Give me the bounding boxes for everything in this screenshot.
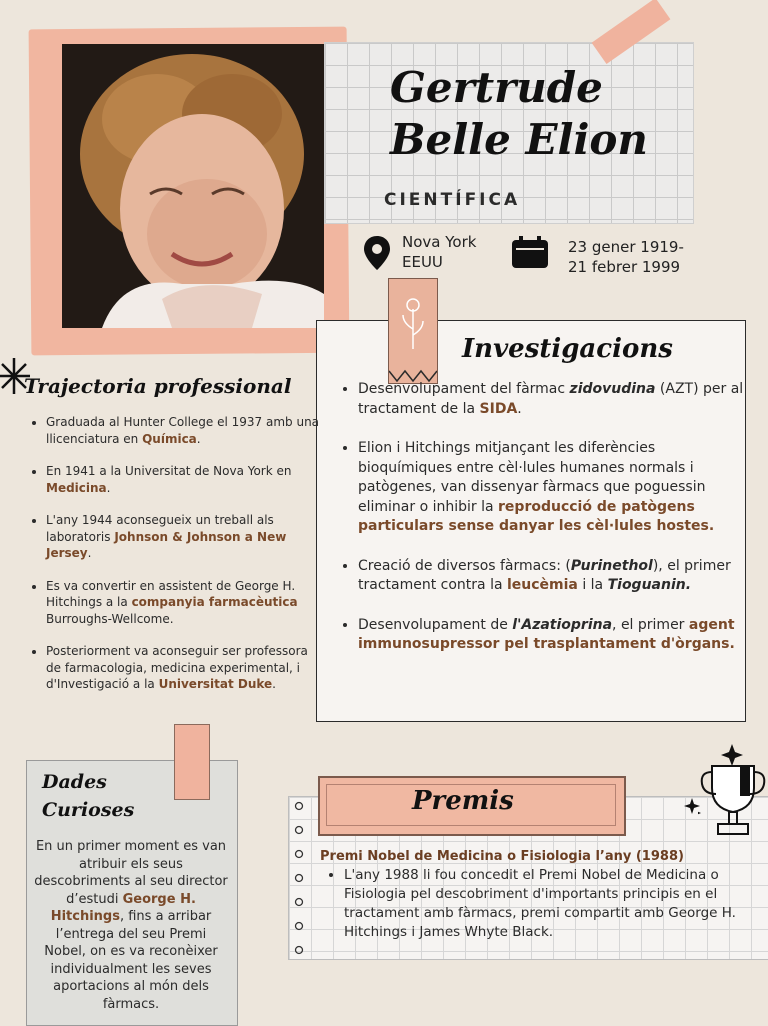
location-text: [402, 232, 476, 272]
location-pin-icon: [364, 236, 390, 274]
list-item: • L'any 1988 li fou concedit el Premi Nobel de Medicina o Fisiologia pel descobriment d'importants principis en el tractament amb fàrmacs, premi compartit amb George H. Hitchings i James Whyte Black.: [344, 866, 768, 942]
name-line2: Belle Elion: [390, 115, 648, 164]
trajectoria-list: [30, 414, 326, 709]
location-line2: EEUU: [402, 253, 443, 271]
dates-line2: 21 febrer 1999: [568, 258, 681, 276]
list-item: • Desenvolupament del fàrmac zidovudina (AZT) per al tractament de la SIDA.: [358, 380, 748, 419]
trajectoria-title: Trajectoria professional: [24, 374, 292, 398]
trophy-icon: [698, 744, 768, 848]
investigacions-title: Investigacions: [462, 334, 673, 364]
role-label: CIENTÍFICA: [384, 190, 521, 210]
list-item: • Graduada al Hunter College el 1937 amb una llicenciatura en Química.: [46, 414, 326, 447]
dades-title: [42, 768, 134, 824]
notebook-holes: [292, 798, 306, 958]
dades-title-line2: Curioses: [42, 799, 135, 821]
list-item: • Creació de diversos fàrmacs: (Purinethol), el primer tractament contra la leucèmia i la Tioguanin.: [358, 557, 748, 596]
portrait-photo: [62, 44, 324, 328]
dates-text: [568, 237, 684, 277]
dates-line1: 23 gener 1919-: [568, 238, 684, 256]
list-item: • Posteriorment va aconseguir ser professora de farmacologia, medicina experimental, i d'Investigació a la Universitat Duke.: [46, 643, 326, 693]
flower-icon: [389, 279, 437, 383]
premis-subtitle: Premi Nobel de Medicina o Fisiologia l’any (1988): [320, 849, 684, 864]
premis-title: Premis: [412, 786, 514, 816]
list-item: • Es va convertir en assistent de George H. Hitchings a la companyia farmacèutica Burroughs-Wellcome.: [46, 578, 326, 628]
dades-text: En un primer moment es van atribuir els seus descobriments al seu director d’estudi George H. Hitchings, fins a arribar l’entrega del seu Premi Nobel, on es va reconèixer individualment les seves aportacions al món dels fàrmacs.: [34, 839, 228, 1012]
dades-title-line1: Dades: [42, 771, 107, 793]
list-item: • En 1941 a la Universitat de Nova York en Medicina.: [46, 463, 326, 496]
investigacions-list: [338, 380, 748, 675]
dades-tag: [174, 724, 210, 800]
sparkle-icon: [684, 798, 700, 818]
name-line1: Gertrude: [390, 63, 603, 112]
list-item: • Elion i Hitchings mitjançant les diferències bioquímiques entre cèl·lules humanes normals i patògenes, van dissenyar fàrmacs que poguessin eliminar o inhibir la reproducció de patògens particulars sense danyar les cèl·lules hostes.: [358, 439, 748, 537]
premis-list: [326, 866, 768, 942]
location-line1: Nova York: [402, 233, 477, 251]
calendar-icon: [512, 236, 548, 272]
list-item: • Desenvolupament de l'Azatioprina, el primer agent immunosupressor pel trasplantament d'òrgans.: [358, 616, 748, 655]
person-name: [390, 62, 690, 166]
flower-tag: [388, 278, 438, 384]
list-item: • L'any 1944 aconsegueix un treball als laboratoris Johnson & Johnson a New Jersey.: [46, 512, 326, 562]
